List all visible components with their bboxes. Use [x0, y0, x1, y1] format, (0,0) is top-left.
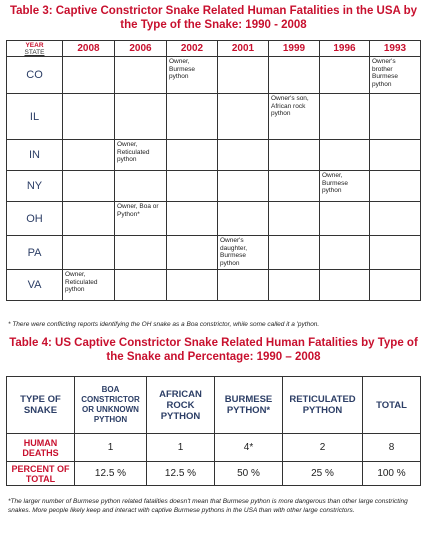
year-header: 1996 [320, 41, 370, 57]
fatality-cell: Owner's daughter, Burmese python [218, 236, 269, 270]
fatality-cell [167, 236, 218, 270]
table3-row [7, 140, 421, 171]
table3-row [7, 171, 421, 202]
table3-row [7, 57, 421, 94]
fatality-cell [218, 94, 269, 140]
fatality-cell: Owner's son, African rock python [269, 94, 320, 140]
year-header: 2002 [167, 41, 218, 57]
fatality-cell [269, 202, 320, 236]
percent-total: 100 % [363, 462, 421, 486]
row-label-percent-of-total: PERCENT OF TOTAL [7, 462, 75, 486]
fatality-cell [167, 270, 218, 301]
fatality-cell [115, 171, 167, 202]
table3-title: Table 3: Captive Constrictor Snake Related Human Fatalities in the USA by the Type of the Snake: 1990 - 2008 [9, 5, 418, 31]
fatality-cell [218, 171, 269, 202]
fatality-cell: Owner, Reticulated python [115, 140, 167, 171]
fatality-cell [63, 236, 115, 270]
fatality-cell [167, 202, 218, 236]
year-header: 2006 [115, 41, 167, 57]
fatality-cell [115, 270, 167, 301]
fatality-cell [269, 140, 320, 171]
fatality-cell [269, 270, 320, 301]
percent-boa: 12.5 % [75, 462, 147, 486]
table4-row-percent [7, 462, 421, 486]
deaths-burmese: 4* [215, 434, 283, 462]
deaths-boa: 1 [75, 434, 147, 462]
percent-burmese: 50 % [215, 462, 283, 486]
header-type-of-snake: TYPE OF SNAKE [7, 377, 75, 434]
fatality-cell [63, 57, 115, 94]
deaths-african: 1 [147, 434, 215, 462]
table4-row-deaths [7, 434, 421, 462]
table4 [6, 376, 421, 486]
fatality-cell [167, 171, 218, 202]
fatality-cell [63, 140, 115, 171]
year-header: 2008 [63, 41, 115, 57]
state-label: IN [7, 140, 63, 171]
header-reticulated-python: RETICULATED PYTHON [283, 377, 363, 434]
fatality-cell [269, 236, 320, 270]
state-label: OH [7, 202, 63, 236]
fatality-cell: Owner, Reticulated python [63, 270, 115, 301]
state-label: CO [7, 57, 63, 94]
header-boa-constrictor: BOA CONSTRICTOR OR UNKNOWN PYTHON [75, 377, 147, 434]
table3-corner [7, 41, 63, 57]
fatality-cell [320, 57, 370, 94]
fatality-cell [370, 140, 421, 171]
fatality-cell [115, 57, 167, 94]
state-label: NY [7, 171, 63, 202]
fatality-cell [115, 236, 167, 270]
table3 [6, 40, 421, 301]
table3-row [7, 202, 421, 236]
state-label: IL [7, 94, 63, 140]
fatality-cell [269, 171, 320, 202]
table3-body [7, 57, 421, 301]
fatality-cell [320, 270, 370, 301]
table3-row [7, 236, 421, 270]
fatality-cell [167, 140, 218, 171]
table4-footnote: *The larger number of Burmese python related fatalities doesn't mean that Burmese python is more dangerous than other large constricting snakes. More people likely keep and interact with captive Burmese pythons in the USA than with other large constrictors. [8, 498, 408, 514]
table4-title: Table 4: US Captive Constrictor Snake Related Human Fatalities by Type of the Snake and Percentage: 1990 – 2008 [9, 337, 418, 363]
fatality-cell [370, 202, 421, 236]
fatality-cell: Owner, Burmese python [320, 171, 370, 202]
percent-african: 12.5 % [147, 462, 215, 486]
fatality-cell [63, 202, 115, 236]
state-label: PA [7, 236, 63, 270]
fatality-cell [115, 94, 167, 140]
year-header: 1993 [370, 41, 421, 57]
corner-state-label: STATE [24, 48, 45, 56]
table4-header-row [7, 377, 421, 434]
row-label-human-deaths: HUMAN DEATHS [7, 434, 75, 462]
year-header: 2001 [218, 41, 269, 57]
fatality-cell [370, 270, 421, 301]
table3-row [7, 270, 421, 301]
fatality-cell [218, 270, 269, 301]
table3-header-row [7, 41, 421, 57]
fatality-cell [320, 94, 370, 140]
fatality-cell [63, 171, 115, 202]
fatality-cell [269, 57, 320, 94]
fatality-cell [370, 94, 421, 140]
state-label: VA [7, 270, 63, 301]
fatality-cell: Owner's brother Burmese python [370, 57, 421, 94]
fatality-cell [218, 57, 269, 94]
year-header: 1999 [269, 41, 320, 57]
header-african-rock-python: AFRICAN ROCK PYTHON [147, 377, 215, 434]
table3-footnote: * There were conflicting reports identifying the OH snake as a Boa constrictor, while some called it a 'python. [8, 321, 320, 328]
deaths-total: 8 [363, 434, 421, 462]
fatality-cell [320, 236, 370, 270]
fatality-cell [320, 202, 370, 236]
table3-row [7, 94, 421, 140]
fatality-cell [320, 140, 370, 171]
fatality-cell [218, 140, 269, 171]
fatality-cell [370, 171, 421, 202]
deaths-reticulated: 2 [283, 434, 363, 462]
header-total: TOTAL [363, 377, 421, 434]
corner-year-label: YEAR [25, 41, 44, 49]
header-burmese-python: BURMESE PYTHON* [215, 377, 283, 434]
fatality-cell [370, 236, 421, 270]
fatality-cell [167, 94, 218, 140]
fatality-cell [218, 202, 269, 236]
fatality-cell [63, 94, 115, 140]
fatality-cell: Owner, Boa or Python* [115, 202, 167, 236]
fatality-cell: Owner, Burmese python [167, 57, 218, 94]
percent-reticulated: 25 % [283, 462, 363, 486]
